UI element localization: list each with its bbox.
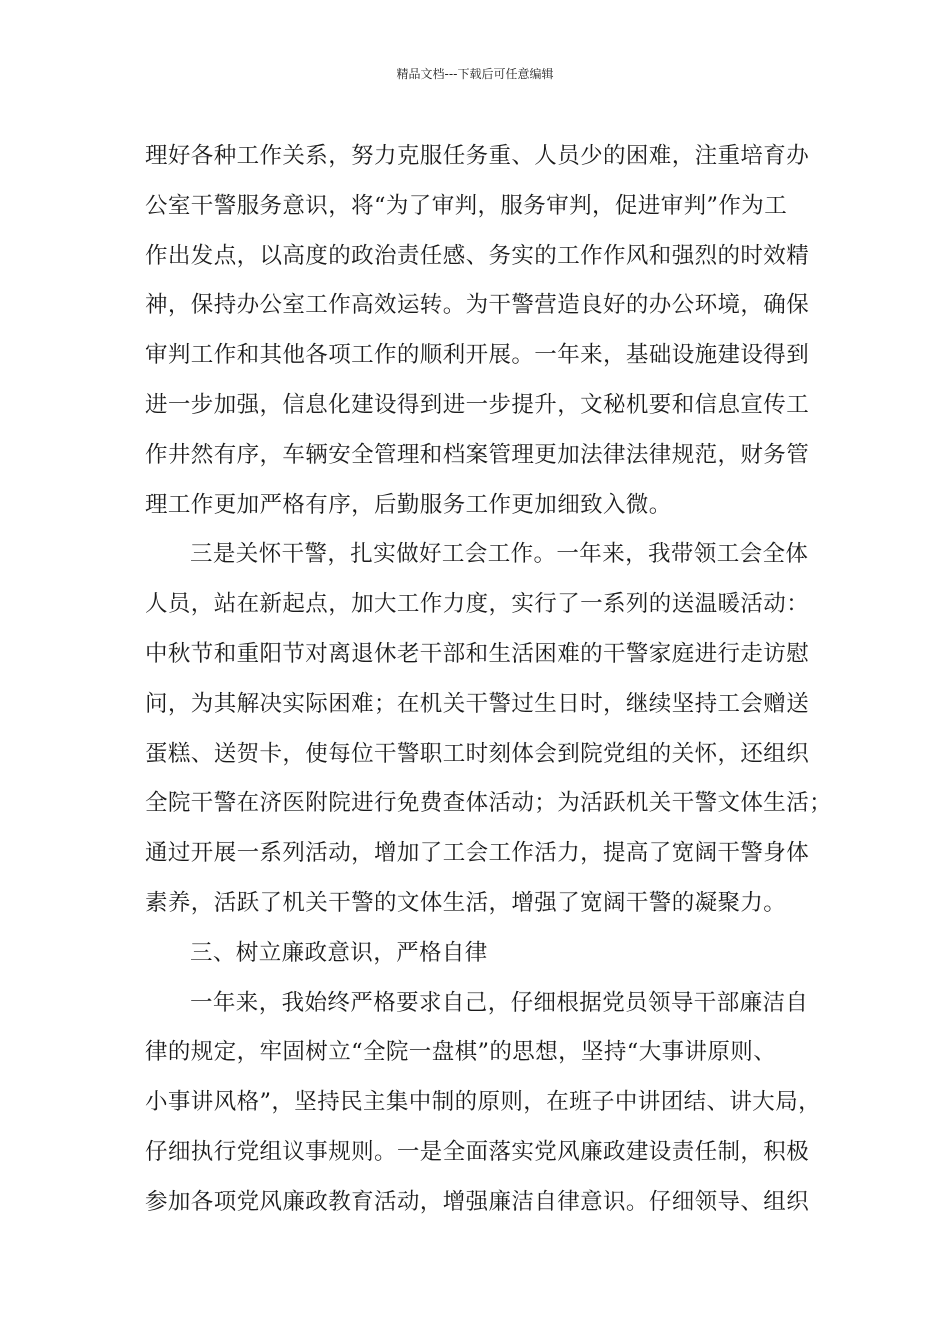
text-line: 进一步加强，信息化建设得到进一步提升，文秘机要和信息宣传工	[145, 391, 810, 418]
text-line: 人员，站在新起点，加大工作力度，实行了一系列的送温暖活动：	[145, 591, 810, 618]
text-line: 理好各种工作关系，努力克服任务重、人员少的困难，注重培育办	[145, 143, 810, 169]
page-header: 精品文档---下载后可任意编辑	[396, 67, 554, 81]
text-line: 律的规定，牢固树立“全院一盘棋”的思想，坚持“大事讲原则、	[145, 1039, 777, 1066]
text-line: 作井然有序，车辆安全管理和档案管理更加法律法律规范，财务管	[145, 441, 810, 468]
text-line: 神，保持办公室工作高效运转。为干警营造良好的办公环境，确保	[145, 292, 810, 319]
text-line: 三、树立廉政意识，严格自律	[190, 939, 488, 966]
text-line: 一年来，我始终严格要求自己，仔细根据党员领导干部廉洁自	[190, 989, 809, 1016]
text-line: 仔细执行党组议事规则。一是全面落实党风廉政建设责任制，积极	[145, 1138, 810, 1165]
text-line: 素养，活跃了机关干警的文体生活，增强了宽阔干警的凝聚力。	[145, 889, 787, 916]
text-line: 作出发点，以高度的政治责任感、务实的工作作风和强烈的时效精	[145, 242, 810, 269]
text-line: 小事讲风格”，坚持民主集中制的原则，在班子中讲团结、讲大局，	[145, 1089, 822, 1116]
text-line: 蛋糕、送贺卡，使每位干警职工时刻体会到院党组的关怀，还组织	[145, 740, 810, 767]
text-line: 审判工作和其他各项工作的顺利开展。一年来，基础设施建设得到	[145, 342, 810, 369]
text-line: 三是关怀干警，扎实做好工会工作。一年来，我带领工会全体	[190, 541, 809, 568]
text-line: 参加各项党风廉政教育活动，增强廉洁自律意识。仔细领导、组织	[145, 1188, 810, 1215]
text-line: 公室干警服务意识，将“为了审判，服务审判，促进审判”作为工	[145, 192, 788, 219]
text-line: 问，为其解决实际困难；在机关干警过生日时，继续坚持工会赠送	[145, 690, 810, 717]
body-text	[145, 132, 833, 1228]
text-line: 中秋节和重阳节对离退休老干部和生活困难的干警家庭进行走访慰	[145, 640, 810, 667]
text-line: 全院干警在济医附院进行免费查体活动；为活跃机关干警文体生活；	[145, 790, 833, 817]
text-line: 理工作更加严格有序，后勤服务工作更加细致入微。	[145, 491, 672, 518]
text-line: 通过开展一系列活动，增加了工会工作活力，提高了宽阔干警身体	[145, 840, 810, 867]
